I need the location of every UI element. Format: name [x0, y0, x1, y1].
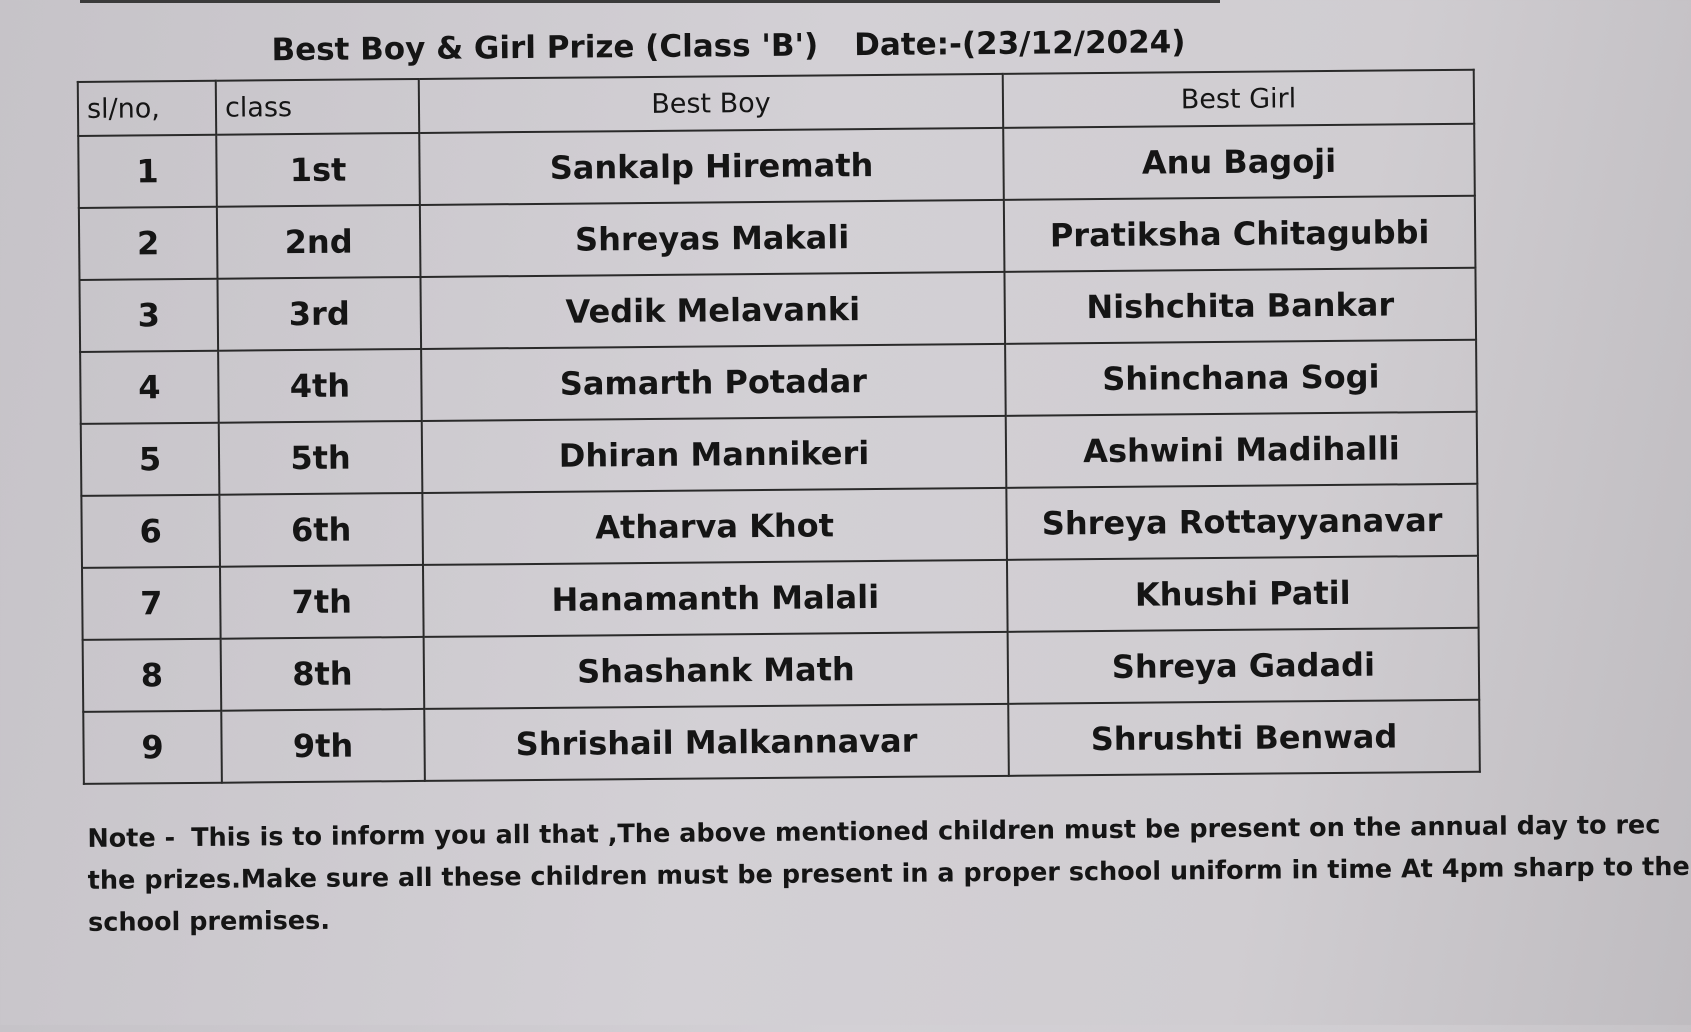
cell-best-boy: Shashank Math — [424, 632, 1009, 709]
note-line-1-text: This is to inform you all that ,The above mentioned children must be present on the annual day to rec — [191, 810, 1661, 853]
cell-best-boy: Atharva Khot — [422, 488, 1007, 565]
table-row — [79, 196, 1476, 280]
cell-sl: 1 — [78, 135, 217, 208]
cell-best-boy: Dhiran Mannikeri — [422, 416, 1007, 493]
column-header-best-girl: Best Girl — [1003, 70, 1474, 128]
cell-sl: 9 — [83, 711, 222, 784]
cell-best-boy: Sankalp Hiremath — [419, 128, 1004, 205]
cell-class: 8th — [221, 637, 425, 711]
cell-best-boy: Vedik Melavanki — [420, 272, 1005, 349]
cell-class: 3rd — [217, 277, 421, 351]
cell-best-girl: Shreya Rottayyanavar — [1006, 484, 1478, 560]
cell-best-girl: Khushi Patil — [1007, 556, 1479, 632]
cell-best-boy: Samarth Potadar — [421, 344, 1006, 421]
column-header-best-boy: Best Boy — [419, 74, 1003, 133]
note-line-3: school premises. — [87, 905, 331, 938]
cell-class: 2nd — [217, 205, 421, 279]
prize-table — [77, 69, 1481, 785]
cell-sl: 7 — [82, 567, 221, 640]
table-row — [80, 340, 1477, 424]
cell-sl: 4 — [80, 351, 219, 424]
cell-class: 6th — [219, 493, 423, 567]
table-row — [81, 484, 1478, 568]
column-header-class: class — [216, 79, 419, 135]
cell-sl: 8 — [83, 639, 222, 712]
title-text: Best Boy & Girl Prize (Class 'B') — [271, 27, 819, 69]
cell-best-girl: Shreya Gadadi — [1008, 628, 1480, 704]
cell-class: 4th — [218, 349, 422, 423]
cell-sl: 3 — [79, 279, 218, 352]
cell-best-girl: Ashwini Madihalli — [1006, 412, 1478, 488]
cell-sl: 5 — [81, 423, 220, 496]
cell-best-girl: Shinchana Sogi — [1005, 340, 1477, 416]
cell-best-girl: Nishchita Bankar — [1004, 268, 1476, 344]
column-header-sl: sl/no, — [78, 81, 216, 136]
cell-best-boy: Shreyas Makali — [420, 200, 1005, 277]
table-row — [82, 556, 1479, 640]
cell-best-boy: Shrishail Malkannavar — [424, 704, 1009, 781]
table-row — [79, 268, 1476, 352]
cell-best-girl: Shrushti Benwad — [1008, 700, 1480, 776]
cell-class: 7th — [220, 565, 424, 639]
table-row — [81, 412, 1478, 496]
cell-class: 9th — [221, 709, 425, 783]
date-text: Date:-(23/12/2024) — [854, 24, 1186, 64]
cell-class: 1st — [216, 133, 420, 207]
page-title — [271, 24, 1185, 68]
table-row — [78, 124, 1475, 208]
table-row — [83, 700, 1480, 784]
table-row — [83, 628, 1480, 712]
cell-best-boy: Hanamanth Malali — [423, 560, 1008, 637]
note-line-2: the prizes.Make sure all these children must be present in a proper school uniform in time At 4pm sharp to the — [87, 851, 1690, 896]
cell-best-girl: Pratiksha Chitagubbi — [1004, 196, 1476, 272]
cell-best-girl: Anu Bagoji — [1003, 124, 1475, 200]
cell-sl: 2 — [79, 207, 218, 280]
note-label: Note - — [87, 823, 176, 854]
cell-class: 5th — [219, 421, 423, 495]
cell-sl: 6 — [81, 495, 220, 568]
note-paragraph — [87, 805, 1690, 943]
